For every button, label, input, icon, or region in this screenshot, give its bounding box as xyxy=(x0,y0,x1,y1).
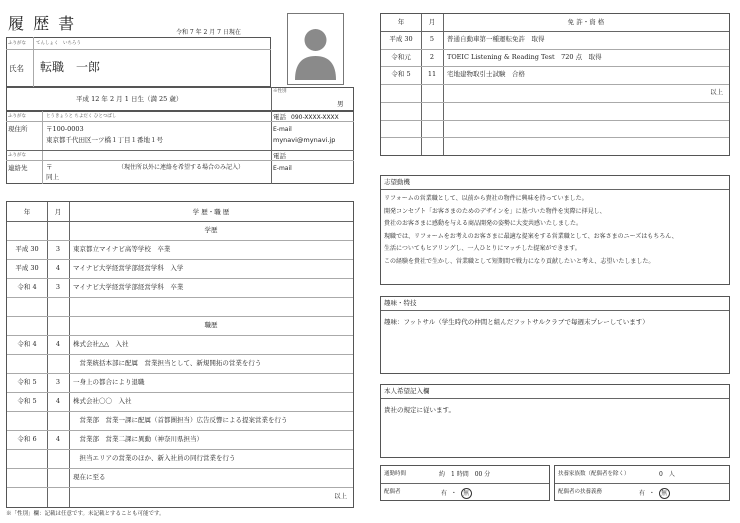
history-row-year: 平成 30 xyxy=(15,244,39,253)
history-row-content: 営業統括本部に配属 営業担当として、新規開拓の営業を行う xyxy=(73,358,262,367)
history-row-content: 営業部 営業一課に配属（首都圏担当）広告反響による提案営業を行う xyxy=(73,415,288,424)
gender-value: 男 xyxy=(337,100,344,108)
wishes-section xyxy=(380,384,730,458)
dependents-box xyxy=(554,465,730,501)
address-furigana: とうきょうと ちよだく ひとつばし xyxy=(46,114,117,119)
history-row-month: 4 xyxy=(55,263,61,272)
motivation-line: 現職では、リフォームをお考えのお客さまに最適な提案をする営業職として、お客さまのニーズはもちろん、 xyxy=(384,232,678,240)
hobbies-section xyxy=(380,296,730,374)
history-content-header: 学 歴・職 歴 xyxy=(192,208,230,216)
license-month-header: 月 xyxy=(428,18,436,26)
history-table xyxy=(6,201,354,508)
applicant-name: 転職 一郎 xyxy=(40,60,101,74)
spouse-no-circled: 無 xyxy=(461,488,472,499)
email-value: mynavi@mynavi.jp xyxy=(273,136,336,144)
license-row-content: TOEIC Listening & Reading Test 720 点 取得 xyxy=(447,52,602,61)
history-row-month: 3 xyxy=(55,377,61,386)
history-row-month: 3 xyxy=(55,282,61,291)
phone-label: 電話 xyxy=(273,113,286,121)
commute-box xyxy=(380,465,550,501)
license-content-header: 免 許・資 格 xyxy=(567,18,605,26)
contact-phone-label: 電話 xyxy=(273,152,286,160)
spouse-duty-options: 有 ・ 無 xyxy=(639,488,670,499)
motivation-section xyxy=(380,175,730,285)
contact-label: 連絡先 xyxy=(8,164,28,172)
phone-value: 090-XXXX-XXXX xyxy=(291,114,339,121)
license-row-content: 宅地建物取引士試験 合格 xyxy=(447,70,525,79)
license-row-month: 11 xyxy=(427,70,437,79)
history-row-year: 令和 4 xyxy=(17,339,37,348)
wishes-title: 本人希望記入欄 xyxy=(384,387,430,395)
license-table xyxy=(380,13,730,156)
history-row-year: 令和 5 xyxy=(17,377,37,386)
dependents-value: 0 人 xyxy=(659,471,675,478)
contact-furigana-label: ふりがな xyxy=(8,153,26,158)
dependents-label: 扶養家族数（配偶者を除く） xyxy=(558,471,630,477)
contact-note: （現住所以外に連絡を希望する場合のみ記入） xyxy=(118,164,245,171)
history-row-month: 4 xyxy=(55,339,61,348)
history-row-content: 株式会社〇〇 入社 xyxy=(73,396,132,405)
history-row-content: 東京都立マイナビ高等学校 卒業 xyxy=(73,244,171,253)
history-row-content: マイナビ大学経営学部経営学科 入学 xyxy=(73,263,184,272)
spouse-yes: 有 xyxy=(441,490,448,497)
license-row-year: 平成 30 xyxy=(389,34,413,43)
address-label: 現住所 xyxy=(8,125,28,133)
spouse-duty-label: 配偶者の扶養義務 xyxy=(558,489,603,495)
birth-date: 平成 12 年 2 月 1 日生（満 25 歳） xyxy=(76,95,183,103)
commute-label: 通勤時間 xyxy=(384,471,407,477)
history-row-content: 学歴 xyxy=(204,225,218,234)
history-row-month: 3 xyxy=(55,244,61,253)
furigana-label: ふりがな xyxy=(8,41,26,46)
contact-email-label: E-mail xyxy=(273,165,292,172)
history-row-content: 現在に至る xyxy=(73,472,106,481)
license-row-year: 令和元 xyxy=(391,52,411,61)
name-label: 氏名 xyxy=(9,64,24,73)
history-row-content: 以上 xyxy=(334,491,347,500)
license-year-header: 年 xyxy=(397,18,405,26)
resume-date: 令和 7 年 2 月 7 日現在 xyxy=(176,29,241,36)
name-furigana: てんしょく いちろう xyxy=(36,41,81,46)
history-year-header: 年 xyxy=(23,208,31,216)
contact-address: 同上 xyxy=(46,173,59,181)
email-label: E-mail xyxy=(273,126,292,133)
address-furigana-label: ふりがな xyxy=(8,114,26,119)
history-row-month: 4 xyxy=(55,396,61,405)
history-row-year: 令和 5 xyxy=(17,396,37,405)
history-row-content: 株式会社△△ 入社 xyxy=(73,339,129,348)
license-row-content: 以上 xyxy=(710,87,723,96)
duty-yes: 有 xyxy=(639,490,646,497)
history-row-year: 令和 4 xyxy=(17,282,37,291)
footnote: ※「性別」欄：記載は任意です。未記載とすることも可能です。 xyxy=(6,511,165,517)
commute-value: 約 1 時間 00 分 xyxy=(439,471,491,478)
photo-box xyxy=(287,13,344,85)
license-row-year: 令和 5 xyxy=(391,70,411,79)
license-row-month: 2 xyxy=(429,52,435,61)
address-text: 東京都千代田区一ツ橋１丁目１番地１号 xyxy=(46,136,163,144)
history-row-content: 一身上の都合により退職 xyxy=(73,377,145,386)
wishes-text: 貴社の規定に従います。 xyxy=(384,406,455,414)
history-row-year: 令和 6 xyxy=(17,434,37,443)
license-row-content: 普通自動車第一種運転免許 取得 xyxy=(447,34,545,43)
motivation-title: 志望動機 xyxy=(384,178,410,186)
history-row-content: マイナビ大学経営学部経営学科 卒業 xyxy=(73,282,184,291)
history-month-header: 月 xyxy=(54,208,62,216)
motivation-line: この経験を貴社で生かし、営業職として短期間で戦力になり貢献したいと考え、志望いたしました。 xyxy=(384,257,655,265)
history-row-year: 平成 30 xyxy=(15,263,39,272)
history-row-month: 4 xyxy=(55,434,61,443)
motivation-line: 貴社のお客さまに感動を与える商品開発の姿勢に大変共感いたしました。 xyxy=(384,220,583,227)
history-row-content: 職歴 xyxy=(204,320,218,329)
gender-label: ※性別 xyxy=(273,89,287,94)
duty-no-circled: 無 xyxy=(659,488,670,499)
history-row-content: 担当エリアの営業のほか、新入社員の同行営業を行う xyxy=(73,453,236,462)
hobbies-title: 趣味・特技 xyxy=(384,299,417,307)
history-row-content: 営業部 営業二課に異動（神奈川県担当） xyxy=(73,434,203,443)
license-row-month: 5 xyxy=(429,34,435,43)
postal-code: 〒100-0003 xyxy=(46,125,84,133)
motivation-line: 開発コンセプト「お客さまのためのデザインを」に基づいた物件を実際に拝見し、 xyxy=(384,207,606,215)
spouse-label: 配偶者 xyxy=(384,489,401,495)
resume-title: 履 歴 書 xyxy=(8,14,77,33)
motivation-line: リフォームの営業職として、以前から貴社の物件に興味を持っていました。 xyxy=(384,195,588,202)
contact-postal: 〒 xyxy=(46,163,53,171)
spouse-options: 有 ・ 無 xyxy=(441,488,472,499)
person-silhouette-icon xyxy=(288,14,343,84)
hobbies-text: 趣味：フットサル（学生時代の仲間と組んだフットサルクラブで毎週末プレーしています） xyxy=(384,318,649,326)
motivation-line: 生活についてもヒアリングし、一人ひとりにマッチした提案ができます。 xyxy=(384,245,581,252)
